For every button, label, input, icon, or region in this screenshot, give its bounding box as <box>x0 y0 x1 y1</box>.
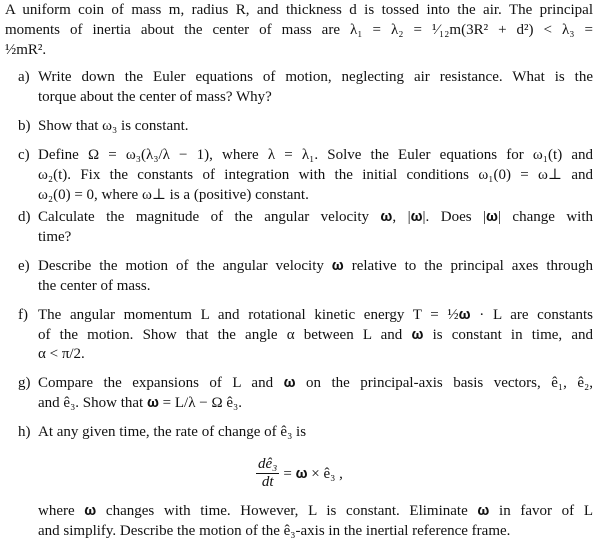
item-line: Write down the Euler equations of motion, neglecting air resistance. What is the <box>38 69 593 85</box>
item-line: The angular momentum L and rotational kinetic energy T = ½𝛚 · L are constants <box>38 307 593 323</box>
item-label: a) <box>18 69 30 85</box>
derivative-fraction <box>256 456 279 491</box>
item-line: ω₂(0) = 0, where ω⊥ is a (positive) constant. <box>38 187 309 203</box>
item-line: and ê₃. Show that 𝛚 = L/λ − Ω ê₃. <box>38 395 242 411</box>
equation-rhs: = 𝛚 × ê₃ , <box>283 465 343 482</box>
item-label: e) <box>18 258 30 274</box>
item-line: the center of mass. <box>38 278 151 294</box>
item-label: d) <box>18 209 31 225</box>
item-line: Show that ω₃ is constant. <box>38 118 189 134</box>
display-equation <box>256 456 343 491</box>
intro-line: ½mR². <box>5 42 47 58</box>
item-line: torque about the center of mass? Why? <box>38 89 272 105</box>
item-line: α < π/2. <box>38 346 85 362</box>
fraction-denominator: dt <box>261 474 274 490</box>
item-line: ω₂(t). Fix the constants of integration with the initial conditions ω₁(0) = ω⊥ and <box>38 167 593 183</box>
item-line: Calculate the magnitude of the angular velocity 𝛚, |𝛚|. Does |𝛚| change with <box>38 209 593 225</box>
intro-line: A uniform coin of mass m, radius R, and thickness d is tossed into the air. The principal <box>5 2 593 18</box>
item-line: At any given time, the rate of change of ê₃ is <box>38 424 307 440</box>
item-line: of the motion. Show that the angle α between L and 𝛚 is constant in time, and <box>38 327 593 343</box>
item-label: f) <box>18 307 28 323</box>
closing-line: where 𝛚 changes with time. However, L is constant. Eliminate 𝛚 in favor of L <box>38 503 593 519</box>
fraction-numerator: dê₃ <box>258 456 278 472</box>
closing-line: and simplify. Describe the motion of the ê₃-axis in the inertial reference frame. <box>38 523 511 539</box>
item-label: c) <box>18 147 30 163</box>
item-line: Compare the expansions of L and 𝛚 on the principal-axis basis vectors, ê₁, ê₂, <box>38 375 593 391</box>
item-line: Define Ω = ω₃(λ₃/λ − 1), where λ = λ₁. Solve the Euler equations for ω₁(t) and <box>38 147 593 163</box>
item-label: g) <box>18 375 31 391</box>
item-label: b) <box>18 118 31 134</box>
item-line: Describe the motion of the angular velocity 𝛚 relative to the principal axes through <box>38 258 593 274</box>
intro-line: moments of inertia about the center of mass are λ₁ = λ₂ = ¹⁄₁₂m(3R² + d²) < λ₃ = <box>5 22 593 38</box>
item-line: time? <box>38 229 72 245</box>
item-label: h) <box>18 424 31 440</box>
